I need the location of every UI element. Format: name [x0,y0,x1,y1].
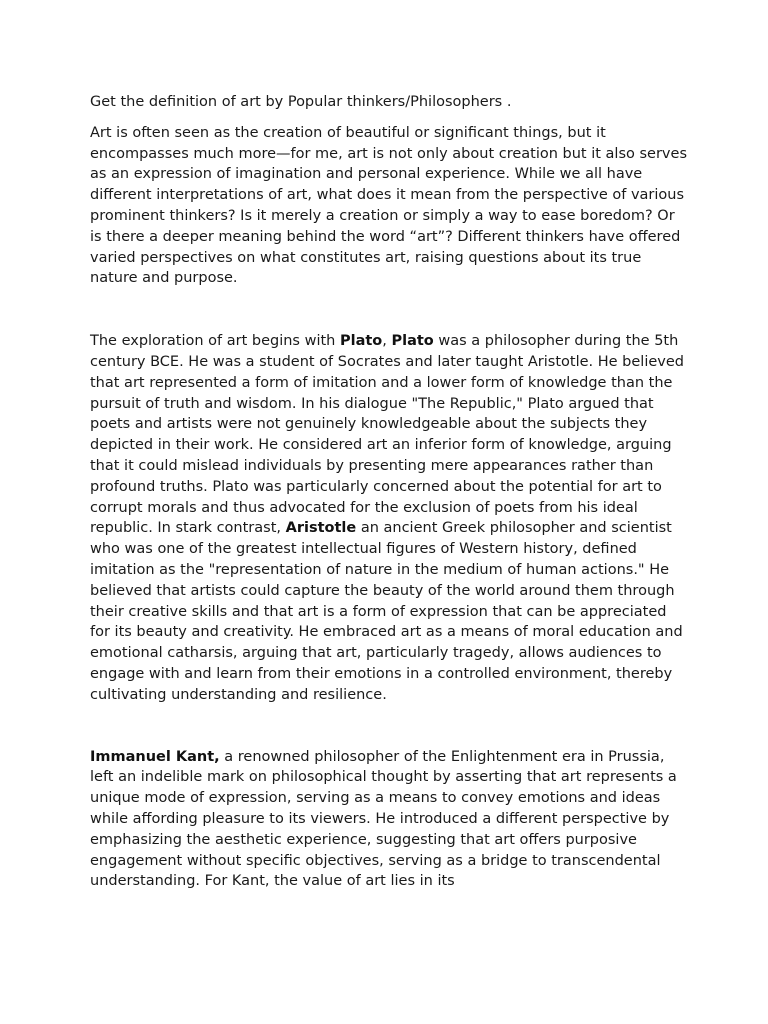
plato-aristotle-paragraph [90,331,690,705]
plato-body-text: was a philosopher during the 5th century BCE. He was a student of Socrates and later taught Aristotle. He believed that art represented a form of imitation and a lower form of knowledge than the pursuit of truth and wisdom. In his dialogue "The Republic," Plato argued that poets and artists were not genuinely knowledgeable about the subjects they depicted in their work. He considered art an inferior form of knowledge, arguing that it could mislead individuals by presenting mere appearances rather than profound truths. Plato was particularly concerned about the potential for art to corrupt morals and thus advocated for the exclusion of poets from his ideal republic. In stark contrast, [90,333,684,537]
kant-name-bold: Immanuel Kant, [90,748,220,765]
document-heading: Get the definition of art by Popular thinkers/Philosophers . [90,94,512,110]
kant-body-text: a renowned philosopher of the Enlightenment era in Prussia, left an indelible mark on philosophical thought by asserting that art represents a unique mode of expression, serving as a means to convey emotions and ideas while affording pleasure to its viewers. He introduced a different perspective by emphasizing the aesthetic experience, suggesting that art offers purposive engagement without specific objectives, serving as a bridge to transcendental understanding. For Kant, the value of art lies in its [90,748,677,890]
kant-paragraph [90,747,690,893]
plato-comma: , [382,333,392,350]
plato-lead-text: The exploration of art begins with [90,333,340,350]
intro-paragraph: Art is often seen as the creation of beautiful or significant things, but it encompasses much more—for me, art is not only about creation but it also serves as an expression of imagination and personal experience. While we all have different interpretations of art, what does it mean from the perspective of various prominent thinkers? Is it merely a creation or simply a way to ease boredom? Or is there a deeper meaning behind the word “art”? Different thinkers have offered varied perspectives on what constitutes art, raising questions about its true nature and purpose. [90,124,687,287]
paragraph-spacer [90,289,690,331]
paragraph-spacer-2 [90,706,690,747]
aristotle-name-bold: Aristotle [285,520,357,537]
aristotle-body-text: an ancient Greek philosopher and scientist who was one of the greatest intellectual figures of Western history, defined imitation as the "representation of nature in the medium of human actions." He believed that artists could capture the beauty of the world around them through their creative skills and that art is a form of expression that can be appreciated for its beauty and creativity. He embraced art as a means of moral education and emotional catharsis, arguing that art, particularly tragedy, allows audiences to engage with and learn from their emotions in a controlled environment, thereby cultivating understanding and resilience. [90,520,683,703]
plato-name-bold-2: Plato [391,333,434,350]
plato-name-bold: Plato [339,333,383,350]
document-page [90,92,690,892]
